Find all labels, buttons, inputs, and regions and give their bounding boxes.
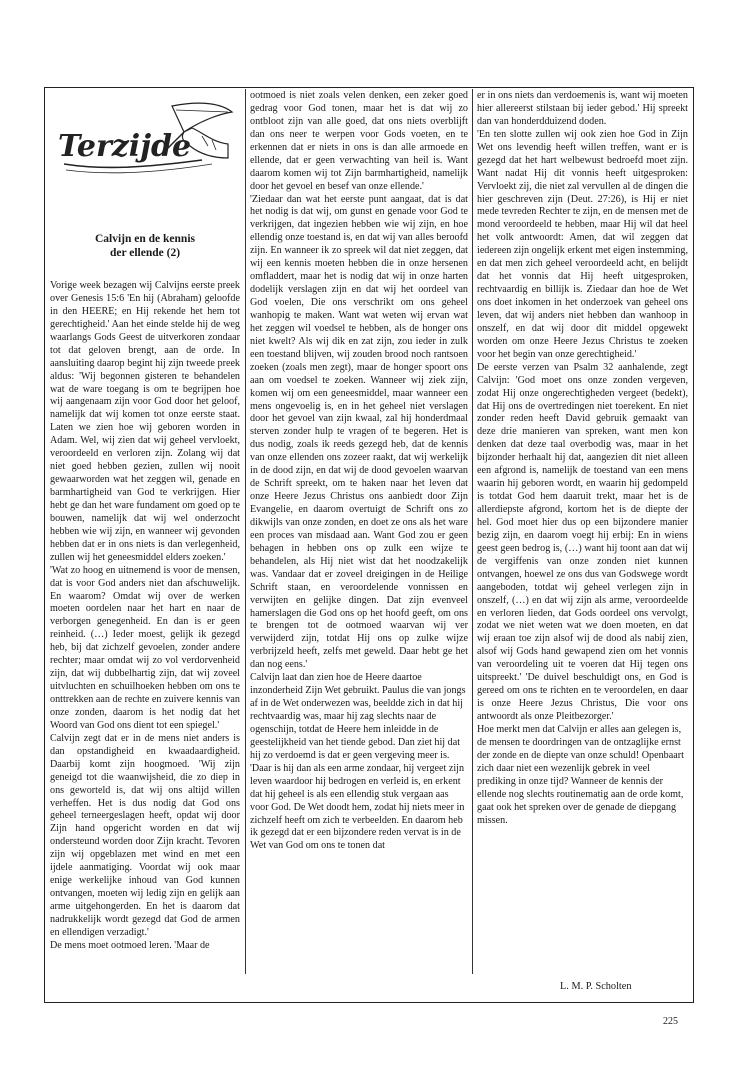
column-2 [250, 90, 468, 853]
title-line-1: Calvijn en de kennis [94, 233, 195, 245]
paragraph: Hoe merkt men dat Calvijn er alles aan gelegen is, de mensen te doordringen van de ontzaglijke ernst der zonde en de diepte van onze schuld! Openbaart zich daar niet een wezenlijk gebrek in veel prediking in onze tijd? Wanneer de kennis der ellende nog slechts routinematig aan de orde komt, gaat ook het spreken over de genade de diepgang missen. [477, 723, 684, 826]
terzijde-logo [52, 98, 238, 178]
paragraph: 'Ziedaar dan wat het eerste punt aangaat, dat is dat het nodig is dat wij, om gunst en genade voor God te verkrijgen, dat ingezien hebben wie wij zijn, en hoe ellendig onze toestand is, en dat wij van alles beroofd zijn. En wanneer ik zo spreek wil dat niet zeggen, dat wij een kennis moeten hebben die in onze hersenen omfladdert, maar het is nodig dat wij in onze harten dodelijk verslagen zijn en dat wij het oordeel van God voelen, Die ons verschrikt om ons geheel wanhopig te maken. Want wat weten wij ervan wat het zeggen wil voedsel te hebben, als de honger ons niet kwelt? Als wij dik en zat zijn, zou ieder in zulk een toestand blijven, wij zouden brood noch rantsoen zoeken (zoals men zegt), maar de honger spoort ons aan om voedsel te zoeken. Wanneer wij ziek zijn, komen wij om een geneesmiddel, maar wanneer een mens ongevoelig is, en in het geheel niet verslagen door het gevoel van zijn kwaal, zal hij honderdmaal sterven zonder hulp te vragen of te begeren. Het is dus nodig, zoals ik reeds gezegd heb, dat de kennis van onze ellenden ons zozeer raakt, dat wij werkelijk in de dood zijn, en dat wij de dood gevoelen waarvan de Schrift spreekt, om te haken naar het leven dat onze Heere Jezus Christus ons aanbiedt door Zijn Evangelie, en daarom overtuigt de Schrift ons zo dikwijls van onze zonden, en doet ze ons als het ware een proces van misdaad aan. Want God zou er geen behagen in hebben ons op zulk een wijze te behandelen, als Hij niet wist dat het noodzakelijk was. Vandaar dat er zoveel dreigingen in de Heilige Schrift staan, en veroordelende vonnissen en verwijten en gelijke dingen. Dat zijn evenveel hamerslagen die God ons op het hoofd geeft, om ons te brengen tot de ootmoed waarvan wij ver verwijderd zijn, totdat Hij ons op zulke wijze verbrijzeld heeft, zelfs met geweld. Daar hebt ge het dan nog eens.' [250, 193, 468, 671]
title-line-2: der ellende (2) [109, 247, 181, 259]
column-rule-1 [245, 89, 246, 974]
paragraph: Calvijn zegt dat er in de mens niet anders is dan opstandigheid en kwaadaardigheid. Daarbij komt zijn hoogmoed. 'Wij zijn geneigd tot die waanwijsheid, die zo diep in ons geworteld is, dat wij ons altijd willen verheffen. Het is dus nodig dat God ons geheel terneergeslagen heeft, opdat wij door Zijn hand opgericht worden en dat wij ondersteund worden door Zijn kracht. Tevoren zijn wij opgeblazen met wind en met een ijdele aanmatiging. Voordat wij ook maar enige werkelijke inhoud van God kunnen ontvangen, moeten wij ledig zijn en gelijk aan arme uitgehongerden. En het is daarom dat nadrukkelijk wordt gezegd dat God de armen en ellendigen verzadigt.' [50, 732, 240, 938]
paragraph: De eerste verzen van Psalm 32 aanhalende, zegt Calvijn: 'God moet ons onze zonden vergeven, zodat Hij onze ongerechtigheden vergeet (bedekt), dat Hij ons de overtredingen niet toerekent. En niet zonder reden heeft David gebruik gemaakt van deze drie manieren van spreken, want men kon denken dat deze taal overbodig was, maar in het bijzonder herhaalt hij dat, aangezien dit niet alleen een afgrond is, namelijk de toestand van een mens waarin hij geboren wordt, en waarin hij gedompeld is totdat God hem daaruit trekt, maar het is de allerdiepste afgrond, kortom het is de diepte der hel. God moet hier dus op een bijzondere manier bezig zijn, en daarom voegt hij erbij: En in wiens geest geen bedrog is, (…) want hij toont aan dat wij de vergiffenis van onze zonden niet kunnen ontvangen, hoewel ze ons dus van Godswege wordt aangeboden, totdat wij geheel verlegen zijn in onszelf, (…) en dat wij zijn als arme, veroordeelde en verloren lieden, dat Gods oordeel ons vervolgt, zodat we niet weten wat we doen moeten, en dat wij eraan toe zijn alsof wij de dood als nabij zien, alsof wij Gods hand gewapend zien om het vonnis van veroordeling uit te voeren dat Hij tegen ons uitspreekt.' 'De duivel beschuldigt ons, en God is gereed om ons te richten en te veroordelen, en daar is onze Heere Jezus Christus, Die voor ons antwoordt als onze Pleitbezorger.' [477, 361, 688, 722]
paragraph: De mens moet ootmoed leren. 'Maar de [50, 939, 210, 951]
column-rule-2 [472, 89, 473, 974]
column-3 [477, 90, 688, 827]
paragraph: er in ons niets dan verdoemenis is, want wij moeten hier allereerst stilstaan bij ieder gebod.' Hij spreekt dan van honderdduizend doden. [477, 90, 688, 127]
paragraph: Vorige week bezagen wij Calvijns eerste preek over Genesis 15:6 'En hij (Abraham) geloofde in den HEERE; en Hij rekende het hem tot gerechtigheid.' Aan het einde stelde hij de weg waarlangs Gods Geest de uitverkoren zondaar tot dat geloven brengt, aan de orde. In aansluiting daarop begint hij zijn tweede preek aldus: 'Wij begonnen gisteren te behandelen wat de ware toegang is om te begrijpen hoe wij aangenaam zijn voor God door het geloof, namelijk dat wij komen tot onze eerste staat. Laten we zien hoe wij geboren worden in Adam. Wel, wij zien dat wij geheel vervloekt, veroordeeld en verloren zijn. Zolang wij dat niet goed hebben gezien, zullen wij nooit gewaarworden wat het zeggen wil, genade en barmhartigheid van God te verkrijgen. Hier hebt ge dan het ware fundament om goed op te bouwen, namelijk dat wij wel onderzocht hebben wie wij zijn, en wanneer wij gevonden hebben dat er in ons niets is dan verlegenheid, zullen wij het geneesmiddel elders zoeken.' [50, 280, 240, 563]
column-1 [50, 280, 240, 953]
logo-text: Terzijde [58, 129, 192, 164]
article-title [50, 232, 240, 260]
author-signature: L. M. P. Scholten [560, 981, 632, 992]
paragraph: Calvijn laat dan zien hoe de Heere daartoe inzonderheid Zijn Wet gebruikt. Paulus die van jongs af in de Wet onderwezen was, beeldde zich in dat hij rechtvaardig was, maar hij zag slechts naar de ogenschijn, totdat de Heere hem inleidde in de geestelijkheid van het tiende gebod. Dan ziet hij dat hij zo verdoemd is dat er geen vergeving meer is. 'Daar is hij dan als een arme zondaar, hij vergeet zijn leven waardoor hij bedrogen en verleid is, en erkent dat hij geheel is als een ellendig stuk vergaan aas voor God. De Wet doodt hem, zodat hij niets meer in zichzelf heeft om zich te verbeelden. En daarom heb ik gezegd dat er een bijzondere reden vervat is in de Wet van God om ons te tonen dat [250, 672, 466, 852]
paragraph: ootmoed is niet zoals velen denken, een zeker goed gedrag voor God tonen, maar het is dat wij zo ontbloot zijn van alle goed, dat ons niets overblijft dan ons neer te werpen voor Gods voeten, en te erkennen dat er niets in ons is dan alle armoede en ellende, dat er geen verwachting van heil is. Want daarom komen wij tot Zijn barmhartigheid, namelijk door het gevoel en besef van onze ellende.' [250, 90, 468, 192]
page-number: 225 [663, 1016, 678, 1027]
paragraph: 'En ten slotte zullen wij ook zien hoe God in Zijn Wet ons levendig heeft willen treffen, want er is gezegd dat het hart welbewust bedroefd moet zijn. Want nadat Hij dit vonnis heeft uitgesproken: Vervloekt zij, die niet zal vervullen al de dingen die hier geschreven zijn (Deut. 27:26), is Hij er niet mede tevreden Rechter te zijn, en de mensen met de mond veroordeeld te hebben, maar Hij wil dat heel het volk antwoordt: Amen, dat wil zeggen dat iedereen zijn ongelijk erkent met eigen instemming, en dat men zich geheel veroordeeld acht, en belijdt dat het vonnis dat Hij heeft uitgesproken, rechtvaardig en billijk is. Ziedaar dan hoe de Wet ons doet inkomen in het onderzoek van geheel ons leven, dat wij anders niet hebben dan wanhoop in onszelf, en dat wij door dit middel opgewekt worden om onze Heere Jezus Christus te zoeken voor het begin van onze gerechtigheid.' [477, 128, 688, 360]
paragraph: 'Wat zo hoog en uitnemend is voor de mensen, dat is voor God anders niet dan afschuwelijk. En waarom? Omdat wij over de werken moeten oordelen naar het hart en naar de verborgen genegenheid. En dan is er geen reinheid. (…) Ieder moest, gelijk ik gezegd heb, bij dat zichzelf gevoelen, zonder andere rechter; maar omdat wij zo vol verdorvenheid zijn, dat wij dubbelhartig zijn, dat wij zoveel uitvluchten en schuilhoeken hebben om ons te onttrekken aan de rechte en zuivere kennis van onze zonden, daarom is het nodig dat het Woord van God ons dient tot een spiegel.' [50, 564, 240, 731]
